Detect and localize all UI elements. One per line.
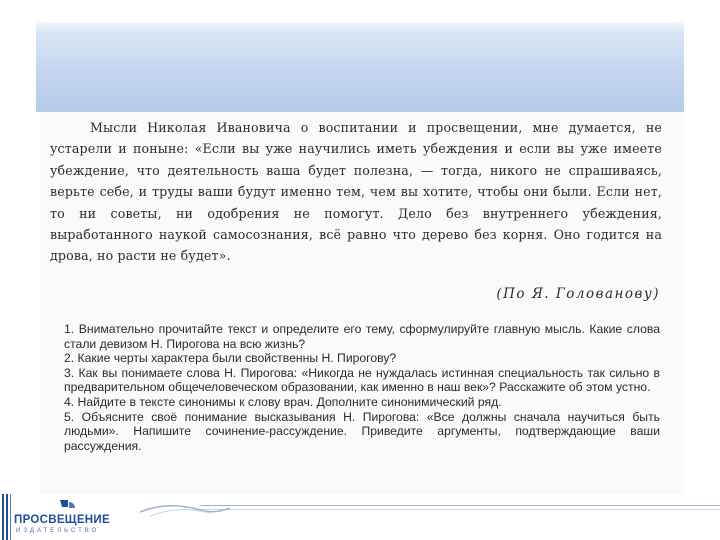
publisher-logo-icon [58, 498, 78, 514]
publisher-logo-text: ПРОСВЕЩЕНИЕ [14, 514, 110, 526]
question-item: 1. Внимательно прочитайте текст и определите его тему, сформулируйте главную мысль. Какие слова стали девизом Н. Пирогова на всю жизнь? [64, 322, 660, 351]
question-list [64, 322, 660, 453]
source-attribution: (По Я. Голованову) [496, 286, 660, 302]
publisher-logo-subtext: ИЗДАТЕЛЬСТВО [16, 528, 100, 534]
title-banner [36, 22, 684, 112]
question-item: 5. Объясните своё понимание высказывания Н. Пирогова: «Все должны сначала научиться быть людьми». Напишите сочинение-рассуждение. Приведите аргументы, подтверждающие ваши рассуждения. [64, 409, 660, 453]
question-item: 3. Как вы понимаете слова Н. Пирогова: «Никогда не нуждалась истинная специальность так сильно в предварительном общечеловеческом образовании, как именно в наш век»? Расскажите об этом устно. [64, 365, 660, 395]
main-paragraph: Мысли Николая Ивановича о воспитании и просвещении, мне думается, не устарели и поныне: «Если вы уже научились иметь убеждения и если вы уже имеете убеждение, что деятельность ваша будет полезна, — тогда, никого не спрашиваясь, верьте себе, и труды ваши будут именно тем, чем вы хотите, чтобы они были. Если нет, то ни советы, ни одобрения не помогут. Дело без внутреннего убеждения, выработанного наукой самосознания, всё равно что дерево без корня. Оно годится на дрова, но расти не будет». [50, 120, 662, 264]
question-item: 2. Какие черты характера были свойственны Н. Пирогову? [64, 351, 397, 366]
footer-divider-thin [200, 509, 720, 510]
question-item: 4. Найдите в тексте синонимы к слову врач. Дополните синонимический ряд. [64, 394, 502, 409]
swoosh-icon [140, 498, 230, 522]
footer-divider [200, 505, 720, 506]
